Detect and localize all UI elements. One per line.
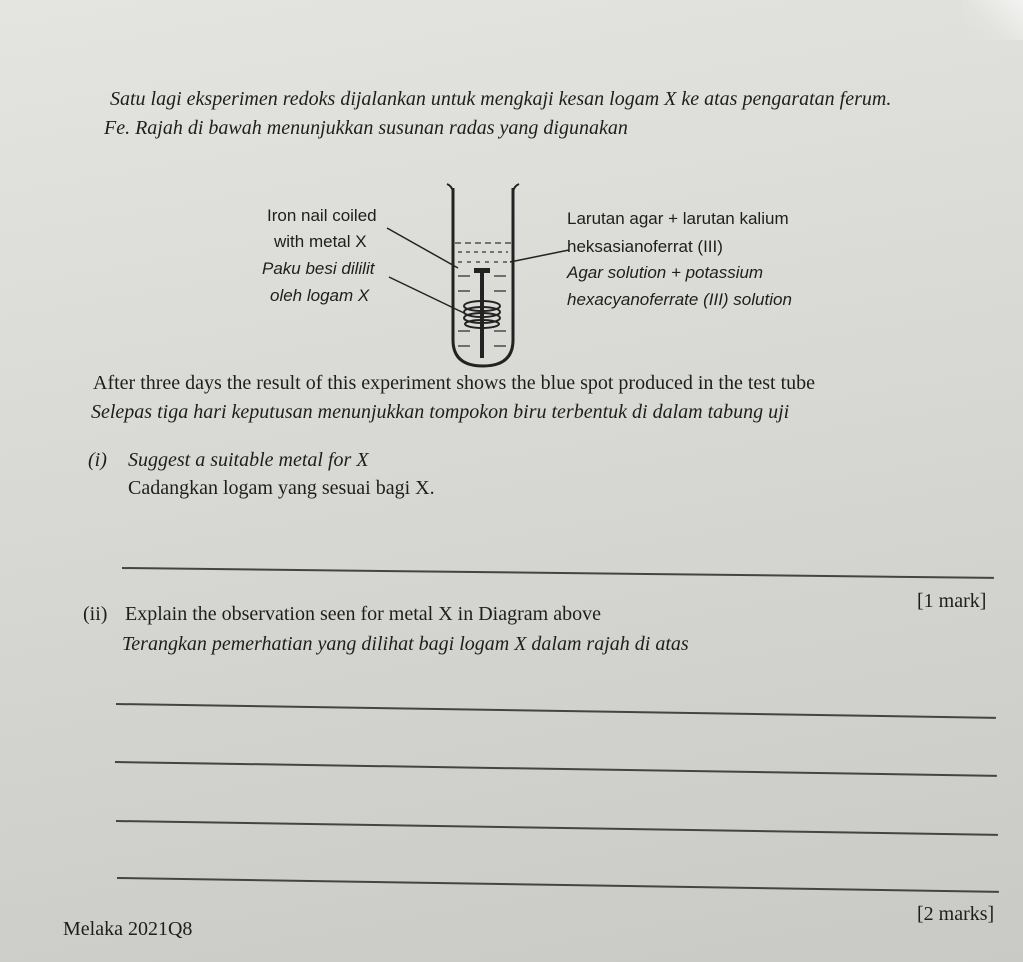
- source-reference: Melaka 2021Q8: [63, 918, 193, 940]
- result-malay: Selepas tiga hari keputusan menunjukkan tompokon biru terbentuk di dalam tabung uji: [91, 401, 790, 423]
- question-i-number: (i): [88, 449, 107, 471]
- label-agar-ms-1: Larutan agar + larutan kalium: [567, 209, 789, 228]
- label-metal-x-ms: oleh logam X: [270, 286, 370, 305]
- question-ii-marks: [2 marks]: [917, 903, 995, 925]
- intro-line-1: Satu lagi eksperimen redoks dijalankan untuk mengkaji kesan logam X ke atas pengaratan ferum.: [110, 88, 892, 110]
- label-metal-x-en: with metal X: [274, 232, 367, 251]
- label-iron-nail-en: Iron nail coiled: [267, 206, 377, 225]
- question-i-marks: [1 mark]: [917, 590, 987, 612]
- label-agar-en-2: hexacyanoferrate (III) solution: [567, 290, 792, 309]
- label-iron-nail-ms: Paku besi dililit: [262, 259, 375, 278]
- label-agar-en-1: Agar solution + potassium: [567, 263, 764, 282]
- result-english: After three days the result of this experiment shows the blue spot produced in the test tube: [93, 372, 816, 394]
- question-ii-number: (ii): [83, 603, 108, 625]
- label-pointer-right: [510, 250, 569, 262]
- question-ii-malay: Terangkan pemerhatian yang dilihat bagi logam X dalam rajah di atas: [122, 633, 689, 655]
- intro-line-2: Fe. Rajah di bawah menunjukkan susunan radas yang digunakan: [104, 117, 628, 139]
- question-ii-english: Explain the observation seen for metal X in Diagram above: [125, 603, 601, 625]
- label-pointer-left-1: [387, 228, 458, 268]
- question-i-malay: Cadangkan logam yang sesuai bagi X.: [128, 477, 435, 499]
- label-agar-ms-2: heksasianoferrat (III): [567, 237, 723, 256]
- question-i-english: Suggest a suitable metal for X: [128, 449, 369, 471]
